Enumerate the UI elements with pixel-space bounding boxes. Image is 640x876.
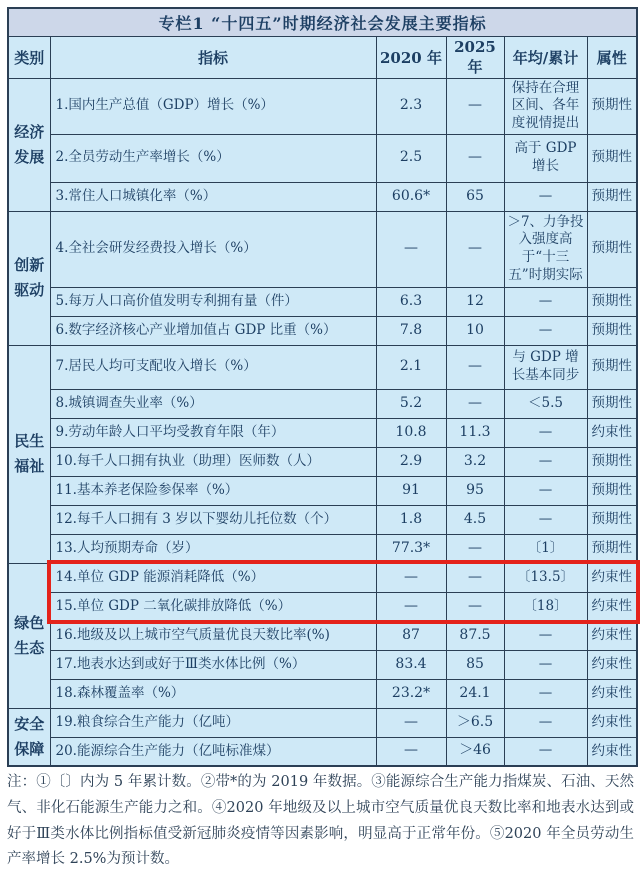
avg-cumulative-cell: — [504,737,587,766]
value-2025-cell: — [446,211,504,287]
table-row [8,708,637,737]
attribute-cell: 预期性 [587,389,637,418]
value-2020-cell: — [376,563,446,592]
value-2025-cell: — [446,345,504,389]
indicator-cell: 1.国内生产总值（GDP）增长（%） [50,78,376,134]
category-cell: 民生福祉 [8,345,50,563]
avg-cumulative-cell: ＞7、力争投入强度高于“十三五”时期实际 [504,211,587,287]
value-2025-cell: 24.1 [446,679,504,708]
category-cell: 创新驱动 [8,211,50,345]
footnote: 注：①〔〕内为 5 年累计数。②带*的为 2019 年数据。③能源综合生产能力指煤炭、石油、天然气、非化石能源生产能力之和。④2020 年地级及以上城市空气质量优良天数比率和地表水达到或好于Ⅲ类水体比例指标值受新冠肺炎疫情等因素影响，明显高于正常年份。⑤2020 年全员劳动生产率增长 2.5%为预计数。 [7,774,634,868]
attribute-cell: 预期性 [587,447,637,476]
attribute-cell: 预期性 [587,211,637,287]
attribute-cell: 约束性 [587,592,637,621]
indicator-cell: 16.地级及以上城市空气质量优良天数比率(%) [50,621,376,650]
indicator-cell: 2.全员劳动生产率增长（%） [50,134,376,182]
attribute-cell: 预期性 [587,345,637,389]
attribute-cell: 约束性 [587,418,637,447]
category-cell: 绿色生态 [8,563,50,708]
indicator-cell: 13.人均预期寿命（岁） [50,534,376,563]
value-2020-cell: 2.3 [376,78,446,134]
value-2025-cell: — [446,563,504,592]
value-2025-cell: 10 [446,316,504,345]
indicator-cell: 17.地表水达到或好于Ⅲ类水体比例（%） [50,650,376,679]
value-2020-cell: 2.1 [376,345,446,389]
column-header-5: 属性 [587,36,637,78]
table-row [8,211,637,287]
indicator-cell: 14.单位 GDP 能源消耗降低（%） [50,563,376,592]
table-row [8,476,637,505]
avg-cumulative-cell: 〔18〕 [504,592,587,621]
avg-cumulative-cell: — [504,505,587,534]
indicator-cell: 15.单位 GDP 二氧化碳排放降低（%） [50,592,376,621]
value-2020-cell: 2.9 [376,447,446,476]
column-header-1: 指标 [50,36,376,78]
value-2025-cell: 65 [446,182,504,211]
table-row [8,287,637,316]
value-2020-cell: 1.8 [376,505,446,534]
value-2020-cell: 2.5 [376,134,446,182]
attribute-cell: 预期性 [587,182,637,211]
value-2020-cell: 23.2* [376,679,446,708]
table-row [8,534,637,563]
indicator-cell: 20.能源综合生产能力（亿吨标准煤） [50,737,376,766]
indicator-cell: 4.全社会研发经费投入增长（%） [50,211,376,287]
table-row [8,182,637,211]
value-2020-cell: 91 [376,476,446,505]
indicator-cell: 11.基本养老保险参保率（%） [50,476,376,505]
avg-cumulative-cell: 高于 GDP 增长 [504,134,587,182]
value-2020-cell: — [376,737,446,766]
avg-cumulative-cell: — [504,621,587,650]
avg-cumulative-cell: ＜5.5 [504,389,587,418]
table-row [8,389,637,418]
indicator-cell: 7.居民人均可支配收入增长（%） [50,345,376,389]
value-2020-cell: 10.8 [376,418,446,447]
table-row [8,650,637,679]
value-2020-cell: 77.3* [376,534,446,563]
attribute-cell: 约束性 [587,679,637,708]
indicator-cell: 10.每千人口拥有执业（助理）医师数（人） [50,447,376,476]
column-header-3: 2025 年 [446,36,504,78]
attribute-cell: 预期性 [587,476,637,505]
value-2025-cell: 4.5 [446,505,504,534]
value-2020-cell: — [376,211,446,287]
indicator-cell: 19.粮食综合生产能力（亿吨） [50,708,376,737]
value-2025-cell: — [446,534,504,563]
attribute-cell: 预期性 [587,287,637,316]
table-row [8,563,637,592]
avg-cumulative-cell: — [504,287,587,316]
table-row [8,345,637,389]
table-row [8,679,637,708]
value-2025-cell: 3.2 [446,447,504,476]
value-2025-cell: ＞6.5 [446,708,504,737]
attribute-cell: 约束性 [587,737,637,766]
category-cell: 经济发展 [8,78,50,211]
value-2020-cell: 83.4 [376,650,446,679]
value-2020-cell: 60.6* [376,182,446,211]
table-row [8,737,637,766]
table-row [8,418,637,447]
avg-cumulative-cell: — [504,316,587,345]
indicator-cell: 18.森林覆盖率（%） [50,679,376,708]
indicator-cell: 3.常住人口城镇化率（%） [50,182,376,211]
value-2025-cell: — [446,389,504,418]
avg-cumulative-cell: — [504,182,587,211]
indicator-cell: 9.劳动年龄人口平均受教育年限（年） [50,418,376,447]
indicator-cell: 12.每千人口拥有 3 岁以下婴幼儿托位数（个） [50,505,376,534]
value-2025-cell: 12 [446,287,504,316]
table-title: 专栏1 “十四五”时期经济社会发展主要指标 [8,8,637,36]
avg-cumulative-cell: — [504,650,587,679]
table-row [8,78,637,134]
table-title-row [8,8,637,36]
attribute-cell: 预期性 [587,534,637,563]
column-header-2: 2020 年 [376,36,446,78]
attribute-cell: 预期性 [587,78,637,134]
value-2025-cell: ＞46 [446,737,504,766]
value-2020-cell: — [376,592,446,621]
value-2025-cell: 87.5 [446,621,504,650]
avg-cumulative-cell: — [504,679,587,708]
value-2020-cell: 6.3 [376,287,446,316]
value-2025-cell: 95 [446,476,504,505]
avg-cumulative-cell: — [504,476,587,505]
indicators-table [7,7,638,767]
table-body [8,78,637,766]
value-2025-cell: — [446,78,504,134]
indicator-cell: 6.数字经济核心产业增加值占 GDP 比重（%） [50,316,376,345]
value-2025-cell: 85 [446,650,504,679]
column-header-4: 年均/累计 [504,36,587,78]
value-2025-cell: — [446,592,504,621]
value-2020-cell: — [376,708,446,737]
avg-cumulative-cell: 〔1〕 [504,534,587,563]
table-row [8,447,637,476]
avg-cumulative-cell: 〔13.5〕 [504,563,587,592]
attribute-cell: 约束性 [587,621,637,650]
indicator-cell: 5.每万人口高价值发明专利拥有量（件） [50,287,376,316]
attribute-cell: 约束性 [587,563,637,592]
attribute-cell: 预期性 [587,134,637,182]
table-row [8,505,637,534]
column-header-0: 类别 [8,36,50,78]
value-2025-cell: — [446,134,504,182]
avg-cumulative-cell: 保持在合理区间、各年度视情提出 [504,78,587,134]
attribute-cell: 预期性 [587,316,637,345]
attribute-cell: 预期性 [587,505,637,534]
attribute-cell: 约束性 [587,650,637,679]
avg-cumulative-cell: 与 GDP 增长基本同步 [504,345,587,389]
table-head [8,8,637,78]
avg-cumulative-cell: — [504,418,587,447]
value-2020-cell: 7.8 [376,316,446,345]
attribute-cell: 约束性 [587,708,637,737]
column-header-row [8,36,637,78]
table-row [8,621,637,650]
table-row [8,316,637,345]
table-row [8,134,637,182]
indicator-cell: 8.城镇调查失业率（%） [50,389,376,418]
category-cell: 安全保障 [8,708,50,766]
table-row [8,592,637,621]
avg-cumulative-cell: — [504,708,587,737]
value-2020-cell: 5.2 [376,389,446,418]
avg-cumulative-cell: — [504,447,587,476]
value-2020-cell: 87 [376,621,446,650]
value-2025-cell: 11.3 [446,418,504,447]
